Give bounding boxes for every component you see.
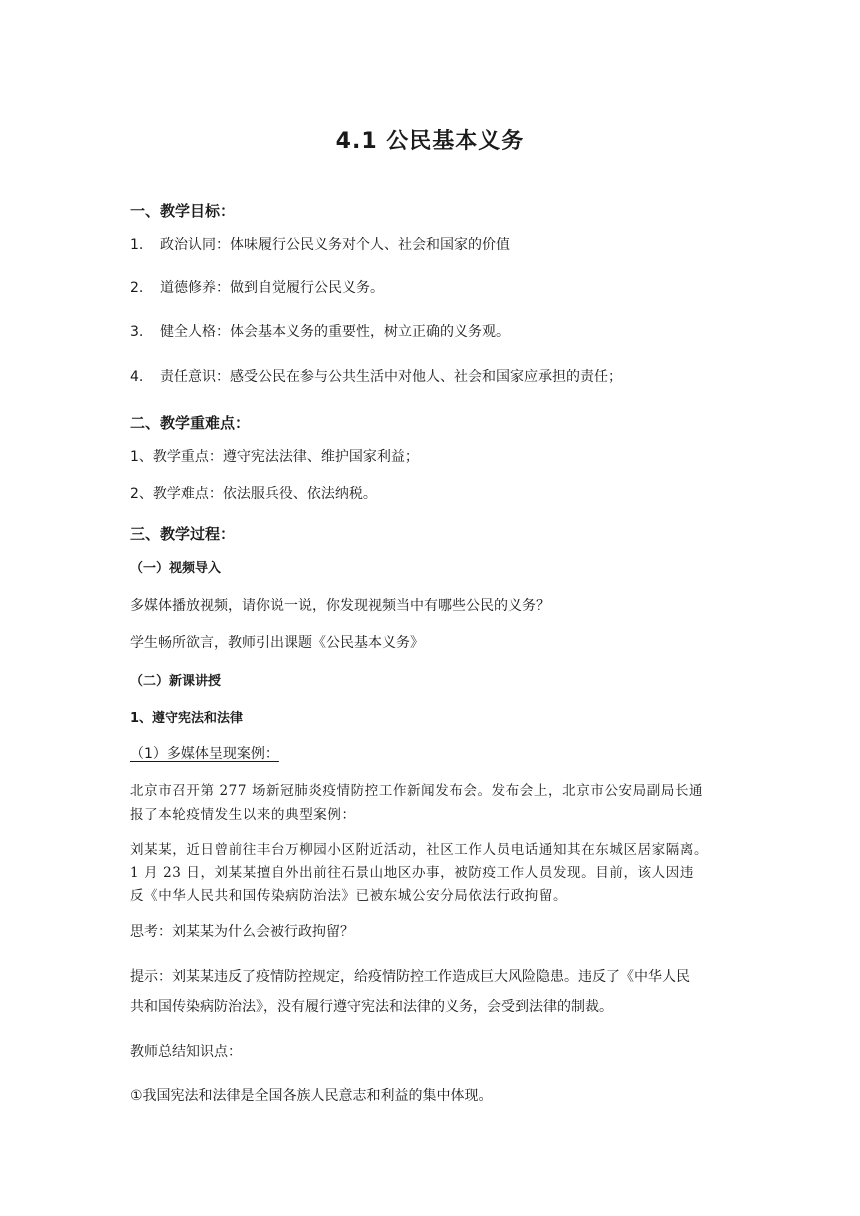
difficulty-line: 2、教学难点：依法服兵役、依法纳税。 (130, 486, 377, 502)
objective-text: 道德修养：做到自觉履行公民义务。 (160, 280, 384, 296)
section-heading-objectives: 一、教学目标： (130, 202, 236, 220)
summary-label: 教师总结知识点： (130, 1044, 242, 1060)
question-line: 思考：刘某某为什么会被行政拘留？ (130, 924, 354, 940)
objective-text: 健全人格：体会基本义务的重要性，树立正确的义务观。 (160, 324, 510, 340)
subsection-video-intro: （一）视频导入 (130, 561, 222, 576)
intro-line: 学生畅所欲言，教师引出课题《公民基本义务》 (130, 635, 424, 651)
intro-line: 多媒体播放视频，请你说一说，你发现视频当中有哪些公民的义务？ (130, 598, 550, 614)
case-paragraph-line: 反《中华人民共和国传染病防治法》已被东城公安分局依法行政拘留。 (130, 888, 568, 904)
case-label: （1）多媒体呈现案例： (130, 746, 279, 762)
objective-item (130, 366, 622, 386)
subsection-new-lesson: （二）新课讲授 (130, 674, 222, 689)
objective-text: 政治认同：体味履行公民义务对个人、社会和国家的价值 (160, 237, 510, 253)
page-title: 4.1 公民基本义务 (335, 129, 525, 154)
case-paragraph-line: 北京市召开第 277 场新冠肺炎疫情防控工作新闻发布会。发布会上，北京市公安局副局长通 (130, 783, 704, 799)
hint-line: 提示：刘某某违反了疫情防控规定，给疫情防控工作造成巨大风险隐患。违反了《中华人民 (130, 969, 690, 985)
case-paragraph-line: 刘某某，近日曾前往丰台万柳园小区附近活动，社区工作人员电话通知其在东城区居家隔离。 (130, 842, 709, 858)
section-heading-process: 三、教学过程： (130, 525, 236, 543)
objective-item (130, 321, 510, 341)
point-heading: 1、遵守宪法和法律 (130, 711, 244, 726)
objective-number: 1. (130, 237, 144, 253)
objective-item (130, 234, 510, 254)
objective-number: 4. (130, 369, 144, 385)
objective-text: 责任意识：感受公民在参与公共生活中对他人、社会和国家应承担的责任； (160, 369, 622, 385)
hint-line: 共和国传染病防治法》，没有履行遵守宪法和法律的义务，会受到法律的制裁。 (130, 999, 613, 1015)
key-point-line: 1、教学重点：遵守宪法法律、维护国家利益； (130, 449, 419, 465)
summary-item: ①我国宪法和法律是全国各族人民意志和利益的集中体现。 (130, 1088, 493, 1104)
section-heading-key-points: 二、教学重难点： (130, 414, 251, 432)
objective-number: 2. (130, 280, 144, 296)
objective-number: 3. (130, 324, 144, 340)
case-paragraph-line: 报了本轮疫情发生以来的典型案例： (130, 807, 356, 823)
objective-item (130, 277, 384, 297)
case-paragraph-line: 1 月 23 日，刘某某擅自外出前往石景山地区办事，被防疫工作人员发现。目前，该人因违 (130, 865, 694, 881)
